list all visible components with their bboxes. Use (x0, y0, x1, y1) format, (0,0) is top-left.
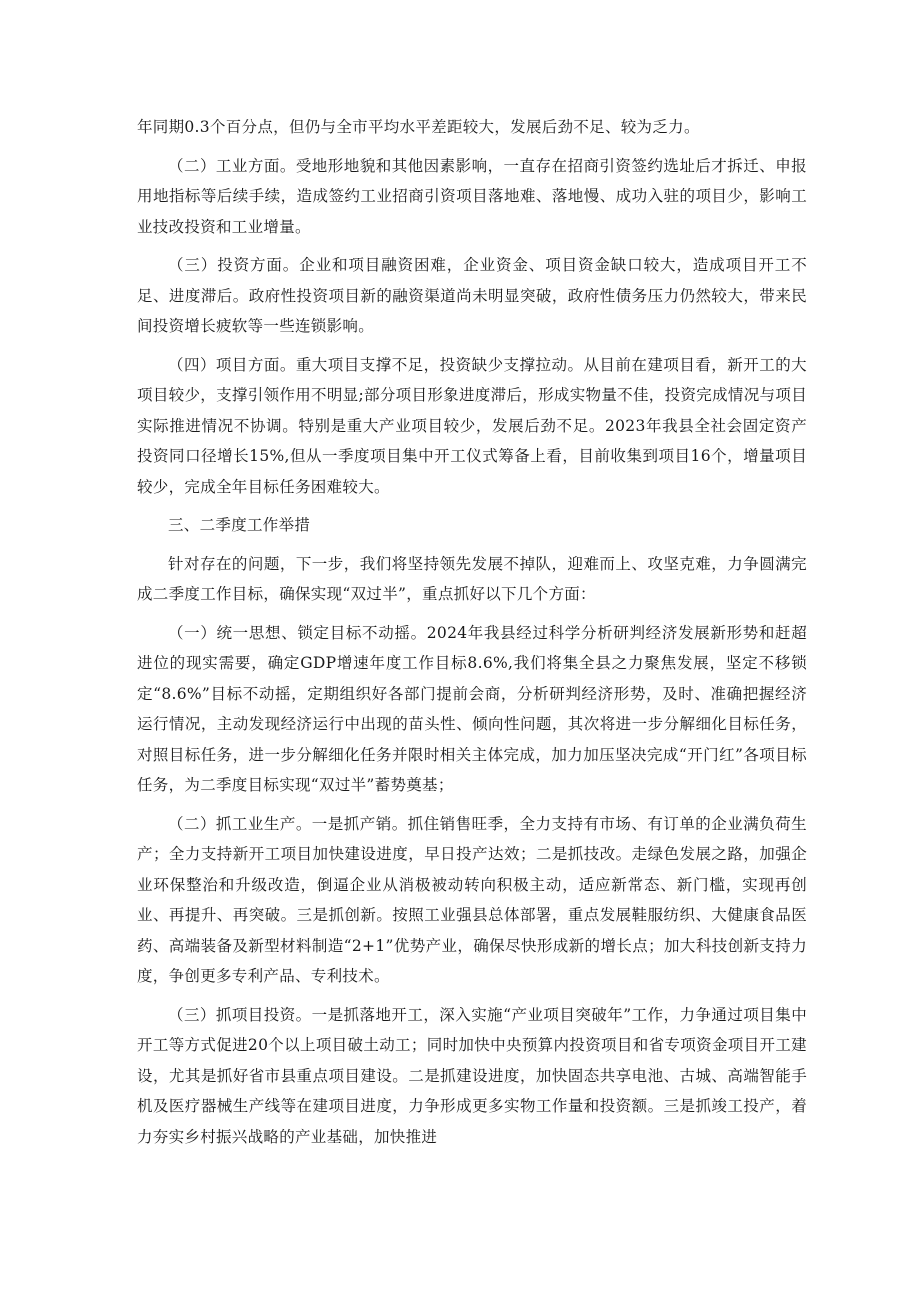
section-heading: 三、二季度工作举措 (168, 516, 311, 534)
document-body (137, 112, 807, 1160)
paragraph-industry: （二）工业方面。受地形地貌和其他因素影响，一直存在招商引资签约选址后才拆迁、申报用地指标等后续手续，造成签约工业招商引资项目落地难、落地慢、成功入驻的项目少，影响工业技改投资和工业增量。 (137, 156, 807, 236)
paragraph-measure-3: （三）抓项目投资。一是抓落地开工，深入实施“产业项目突破年”工作，力争通过项目集中开工等方式促进20个以上项目破土动工；同时加快中央预算内投资项目和省专项资金项目开工建设，尤其是抓好省市县重点项目建设。二是抓建设进度，加快固态共享电池、古城、高端智能手机及医疗器械生产线等在建项目进度，力争形成更多实物工作量和投资额。三是抓竣工投产，着力夯实乡村振兴战略的产业基础，加快推进 (137, 1005, 807, 1146)
paragraph-measure-1: （一）统一思想、锁定目标不动摇。2024年我县经过科学分析研判经济发展新形势和赶超进位的现实需要，确定GDP增速年度工作目标8.6%,我们将集全县之力聚焦发展，坚定不移锁定“8.6%”目标不动摇，定期组织好各部门提前会商，分析研判经济形势，及时、准确把握经济运行情况，主动发现经济运行中出现的苗头性、倾向性问题，其次将进一步分解细化目标任务，对照目标任务，进一步分解细化任务并限时相关主体完成，加力加压坚决完成“开门红”各项目标任务，为二季度目标实现“双过半”蓄势奠基； (137, 623, 807, 794)
paragraph-intro: 针对存在的问题，下一步，我们将坚持领先发展不掉队，迎难而上、攻坚克难，力争圆满完成二季度工作目标，确保实现“双过半”，重点抓好以下几个方面： (137, 554, 807, 603)
paragraph-measure-2: （二）抓工业生产。一是抓产销。抓住销售旺季，全力支持有市场、有订单的企业满负荷生产；全力支持新开工项目加快建设进度，早日投产达效；二是抓技改。走绿色发展之路，加强企业环保整治和升级改造，倒逼企业从消极被动转向积极主动，适应新常态、新门槛，实现再创业、再提升、再突破。三是抓创新。按照工业强县总体部署，重点发展鞋服纺织、大健康食品医药、高端装备及新型材料制造“2+1”优势产业，确保尽快形成新的增长点；加大科技创新支持力度，争创更多专利产品、专利技术。 (137, 814, 807, 985)
paragraph-investment: （三）投资方面。企业和项目融资困难，企业资金、项目资金缺口较大，造成项目开工不足、进度滞后。政府性投资项目新的融资渠道尚未明显突破，政府性债务压力仍然较大，带来民间投资增长疲软等一些连锁影响。 (137, 256, 807, 335)
paragraph-projects: （四）项目方面。重大项目支撑不足，投资缺少支撑拉动。从目前在建项目看，新开工的大项目较少，支撑引领作用不明显;部分项目形象进度滞后，形成实物量不佳，投资完成情况与项目实际推进情况不协调。特别是重大产业项目较少，发展后劲不足。2023年我县全社会固定资产投资同口径增长15%,但从一季度项目集中开工仪式筹备上看，目前收集到项目16个，增量项目较少，完成全年目标任务困难较大。 (137, 355, 807, 496)
paragraph-continuation: 年同期0.3个百分点，但仍与全市平均水平差距较大，发展后劲不足、较为乏力。 (137, 118, 700, 136)
